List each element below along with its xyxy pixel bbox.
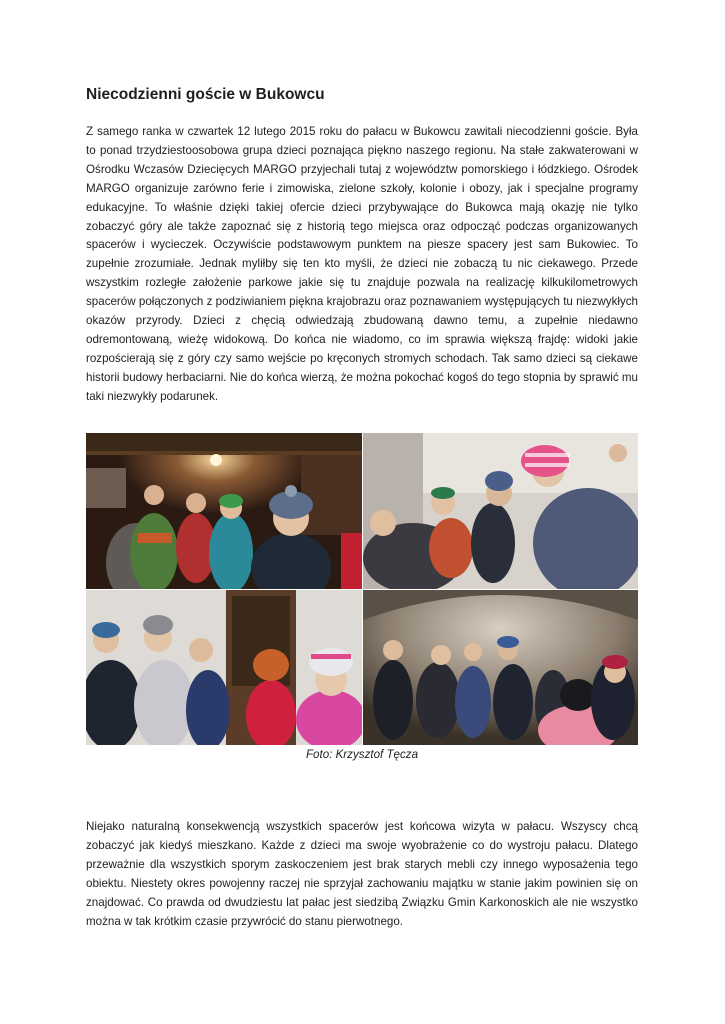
photo-collage <box>86 433 638 745</box>
photo-children-wooden-room <box>86 433 362 589</box>
photo-children-cellar <box>363 590 638 745</box>
article-paragraph-2: Niejako naturalną konsekwencją wszystkich spacerów jest końcowa wizyta w pałacu. Wszyscy chcą zobaczyć jak kiedyś mieszkano. Każde z dzieci ma swoje wyobrażenie co do wystroju pałacu. Dlatego przeważnie dla wszystkich sporym zaskoczeniem jest brak starych mebli czy innego wyposażenia tego obiektu. Niestety okres powojenny raczej nie sprzyjał zachowaniu majątku w stanie jakim powinien się on znajdować. Co prawda od dwudziestu lat pałac jest siedzibą Związku Gmin Karkonoskich ale nie wszystko można w tak krótkim czasie przywrócić do stanu pierwotnego. <box>86 820 638 928</box>
photo-children-corridor <box>86 590 362 745</box>
article-paragraph-1: Z samego ranka w czwartek 12 lutego 2015 roku do pałacu w Bukowcu zawitali niecodzienni goście. Była to ponad trzydziestoosobowa grupa dzieci poznająca piękno naszego regionu. Na stałe zakwaterowani w Ośrodku Wczasów Dziecięcych MARGO przyjechali tutaj z województw pomorskiego i łódzkiego. Ośrodek MARGO organizuje zarówno ferie i zimowiska, zielone szkoły, kolonie i obozy, jak i specjalne programy edukacyjne. To właśnie dzięki takiej ofercie dzieci przybywające do Bukowca mają okazję nie tylko zobaczyć góry ale także zapoznać się z historią tego miejsca oraz odpocząć podczas organizowanych spacerów i wycieczek. Oczywiście podstawowym punktem na piesze spacery jest sam Bukowiec. To zupełnie zrozumiałe. Jednak myliłby się ten kto myśli, że dzieci nie zobaczą tu nic ciekawego. Przede wszystkim rozległe założenie parkowe jakie się tu znajduje pozwala na realizację kilkukilometrowych spacerów połączonych z podziwianiem piękna krajobrazu oraz poznawaniem występujących tu niezwykłych okazów przyrody. Dzieci z chęcią odwiedzają zbudowaną dawno temu, a zupełnie niedawno odremontowaną, wieżę widokową. Do końca nie wiadomo, co im sprawia większą frajdę: widoki jakie rozpościerają się z góry czy samo wejście po kręconych stromych schodach. Tak samo dzieci są ciekawe historii budowy herbaciarni. Nie do końca wierzą, że można pokochać kogoś do tego stopnia by sprawić mu taki niezwykły podarunek. <box>86 125 638 403</box>
article-title: Niecodzienni goście w Bukowcu <box>86 86 325 103</box>
photo-children-in-hats <box>363 433 638 589</box>
photo-caption: Foto: Krzysztof Tęcza <box>305 748 419 761</box>
